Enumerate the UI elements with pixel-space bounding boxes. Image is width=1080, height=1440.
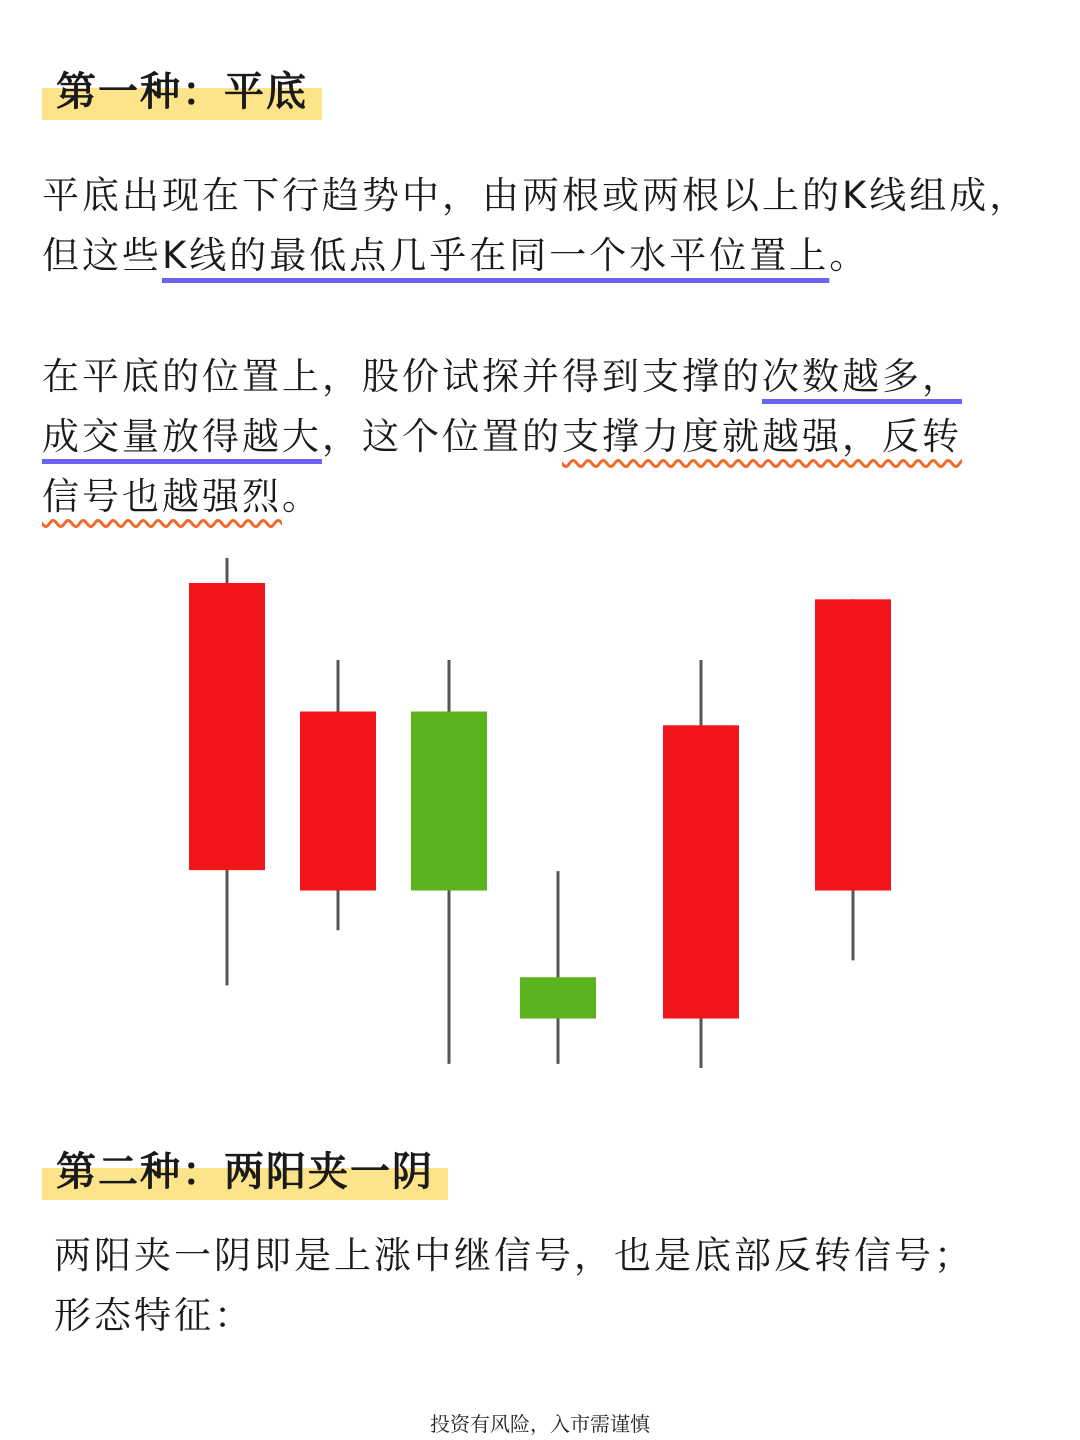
section2-heading [42,1149,448,1195]
text-line: 两阳夹一阴即是上涨中继信号，也是底部反转信号； [54,1234,974,1277]
candle-5 [663,660,739,1068]
text-segment: ，这个位置的 [322,415,562,458]
candle-body [411,712,487,891]
candle-body [300,712,376,891]
emphasis-underline: K线的最低点几乎在同一个水平位置上 [162,234,830,277]
candle-2 [300,660,376,930]
text-line: 形态特征： [54,1294,254,1337]
emphasis-underline: 次数越多，成交量放得越大 [42,355,962,458]
candle-body [815,599,891,890]
emphasis-wavy: 支撑力度就越强，反转信号也越强烈 [42,415,962,518]
text-segment: 。 [282,475,322,518]
candle-body [189,583,265,870]
candle-1 [189,558,265,985]
support-description [42,347,962,527]
risk-disclaimer: 投资有风险，入市需谨慎 [430,1412,650,1436]
candlestick-chart [0,540,1080,1080]
section1-title: 第一种：平底 [56,69,308,115]
section1-heading [42,69,322,115]
two-yang-description [54,1226,1044,1346]
flat-bottom-description [42,166,1032,286]
text-segment: 。 [829,234,870,277]
candle-3 [411,660,487,1064]
candle-4 [520,871,596,1064]
section2-title: 第二种：两阳夹一阴 [56,1149,434,1195]
text-segment: 在平底的位置上，股价试探并得到支撑的 [42,355,762,398]
candle-6 [815,599,891,960]
candle-body [520,977,596,1018]
candle-body [663,725,739,1018]
text-segment: 平底出现在下行趋势中，由两根或两根以上的K线组成，但这些 [42,174,1030,277]
